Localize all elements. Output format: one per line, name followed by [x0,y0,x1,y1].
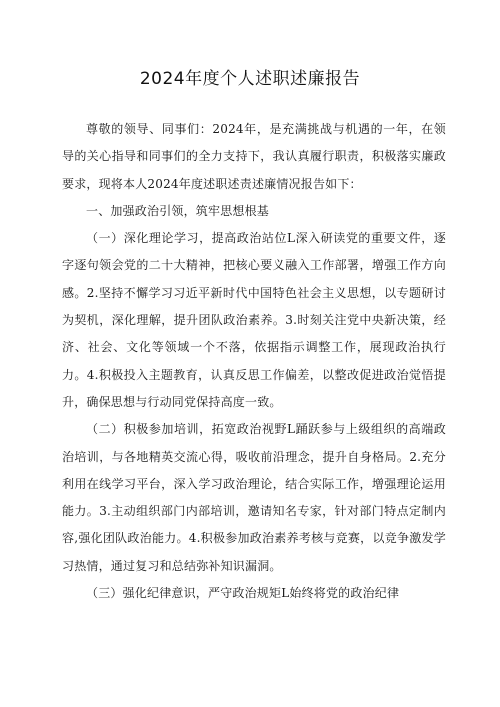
paragraph-greeting: 尊敬的领导、同事们：2024年，是充满挑战与机遇的一年，在领导的关心指导和同事们的全力支持下，我认真履行职责，积极落实廉政要求，现将本人2024年度述职述责述廉情况报告如下： [62,122,446,191]
paragraph-subsection-3: （三）强化纪律意识，严守政治规矩L始终将党的政治纪律 [86,586,400,601]
section-heading-1: 一、加强政治引领，筑牢思想根基 [86,203,270,218]
document-title: 2024年度个人述职述廉报告 [139,69,361,89]
document-body [62,116,446,607]
paragraph-subsection-2: （二）积极参加培训，拓宽政治视野L踊跃参与上级组织的高端政治培训，与各地精英交流心得，吸收前沿理念，提升自身格局。2.充分利用在线学习平台，深入学习政治理论，结合实际工作，增强理论运用能力。3.主动组织部门内部培训，邀请知名专家，针对部门特点定制内容,强化团队政治能力。4.积极参加政治素养考核与竞赛，以竞争激发学习热情，通过复习和总结弥补知识漏洞。 [62,422,446,573]
paragraph-subsection-1: （一）深化理论学习，提高政治站位L深入研读党的重要文件，逐字逐句领会党的二十大精神，把核心要义融入工作部署，增强工作方向感。2.坚持不懈学习习近平新时代中国特色社会主义思想，以专题研讨为契机，深化理解，提升团队政治素养。3.时刻关注党中央新决策，经济、社会、文化等领域一个不落，依据指示调整工作，展现政治执行力。4.积极投入主题教育，认真反思工作偏差，以整改促进政治觉悟提升，确保思想与行动同党保持高度一致。 [62,231,446,409]
